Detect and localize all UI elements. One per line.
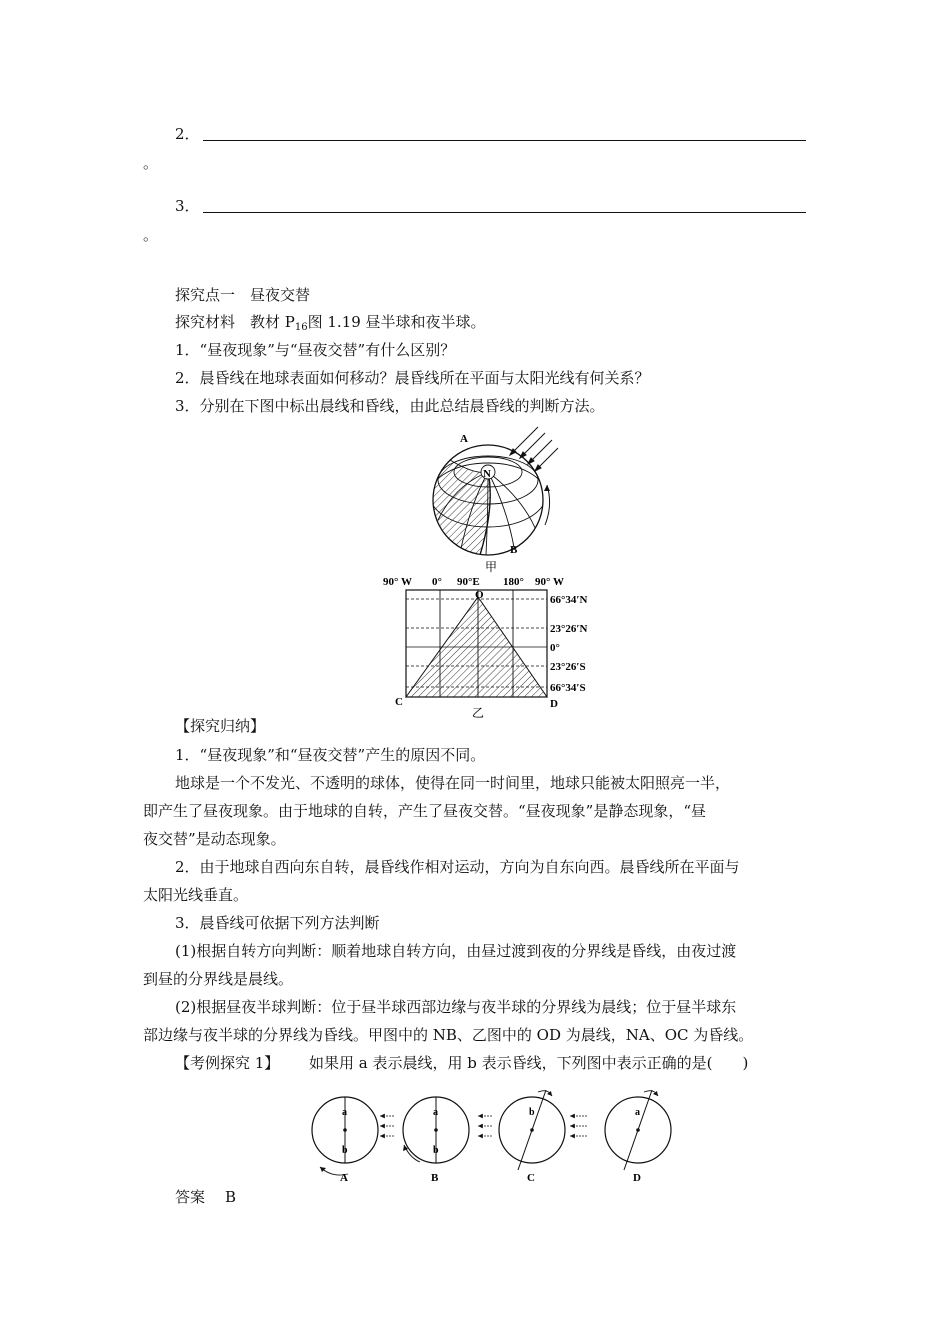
option-c-line-b: b [529, 1107, 535, 1118]
yi-lat-1: 66°34′N [550, 594, 588, 606]
blank-3-end: 。 [143, 226, 159, 244]
sunlight-arrows-3 [570, 1116, 588, 1136]
summary-p3-line1: 2．由于地球自西向东自转，晨昏线作相对运动，方向为自东向西。晨昏线所在平面与 [175, 858, 740, 876]
summary-heading: 【探究归纳】 [175, 717, 266, 735]
jia-caption: 甲 [485, 560, 498, 574]
example-question: 如果用 a 表示晨线，用 b 表示昏线，下列图中表示正确的是( ) [309, 1054, 749, 1072]
summary-p5-line2: 到昼的分界线是晨线。 [143, 970, 294, 988]
summary-p2-line3: 夜交替”是动态现象。 [143, 830, 286, 848]
yi-lat-5: 66°34′S [550, 682, 586, 694]
option-b-label: B [431, 1172, 439, 1184]
summary-p2-line1: 地球是一个不发光、不透明的球体，使得在同一时间里，地球只能被太阳照亮一半， [175, 774, 731, 792]
question-3: 3．分别在下图中标出晨线和昏线，由此总结晨昏线的判断方法。 [175, 397, 605, 415]
yi-lat-2: 23°26′N [550, 623, 588, 635]
blank-2-line[interactable] [203, 140, 806, 141]
section-title: 探究点一 昼夜交替 [175, 286, 311, 304]
jia-point-b: B [510, 544, 518, 556]
yi-top-label-4: 180° [503, 576, 524, 588]
example-label: 【考例探究 1】 [175, 1054, 280, 1072]
option-b-line-a: a [433, 1107, 438, 1118]
jia-pole-label: N [483, 468, 491, 480]
sunlight-arrows-2 [478, 1116, 492, 1136]
question-1: 1．“昼夜现象”与“昼夜交替”有什么区别？ [175, 341, 456, 359]
blank-3-line[interactable] [203, 212, 806, 213]
yi-lat-3: 0° [550, 642, 560, 654]
material-suffix: 图 1.19 昼半球和夜半球。 [307, 313, 486, 331]
sunlight-arrows-1 [380, 1116, 394, 1136]
option-a-line-a: a [342, 1107, 347, 1118]
yi-top-label-5: 90° W [535, 576, 564, 588]
yi-point-d: D [550, 698, 558, 710]
yi-point-o: O [475, 589, 484, 601]
answer-label: 答案 [175, 1188, 206, 1206]
yi-top-label-2: 0° [432, 576, 442, 588]
option-c-globe [499, 1090, 565, 1184]
option-a-line-b: b [342, 1145, 348, 1156]
option-a-label: A [340, 1172, 348, 1184]
blank-2-number: 2． [175, 125, 200, 143]
summary-p2-line2: 即产生了昼夜现象。由于地球的自转，产生了昼夜交替。“昼夜现象”是静态现象，“昼 [143, 802, 707, 820]
yi-top-label-3: 90°E [457, 576, 480, 588]
material-page-sub: 16 [294, 322, 308, 333]
yi-caption: 乙 [472, 706, 485, 720]
yi-point-c: C [395, 696, 403, 708]
question-2: 2．晨昏线在地球表面如何移动？晨昏线所在平面与太阳光线有何关系？ [175, 369, 650, 387]
yi-top-label-1: 90° W [383, 576, 412, 588]
material-line [175, 312, 486, 338]
summary-p4: 3．晨昏线可依据下列方法判断 [175, 914, 380, 932]
jia-point-a: A [460, 433, 468, 445]
example-options-figure [300, 1088, 690, 1188]
option-d-label: D [633, 1172, 641, 1184]
blank-2-end: 。 [143, 154, 159, 172]
summary-p6-line2: 部边缘与夜半球的分界线为昏线。甲图中的 NB、乙图中的 OD 为晨线，NA、OC 为昏线。 [143, 1026, 754, 1044]
answer-value: B [225, 1188, 237, 1206]
option-d-globe [605, 1090, 671, 1184]
figure-yi-map [375, 570, 605, 720]
blank-3-number: 3． [175, 197, 200, 215]
figure-jia-globe [420, 425, 570, 575]
summary-p5-line1: (1)根据自转方向判断：顺着地球自转方向，由昼过渡到夜的分界线是昏线，由夜过渡 [175, 942, 737, 960]
option-d-line-a: a [635, 1107, 640, 1118]
summary-p6-line1: (2)根据昼夜半球判断：位于昼半球西部边缘与夜半球的分界线为晨线；位于昼半球东 [175, 998, 737, 1016]
material-prefix: 探究材料 教材 P [175, 313, 295, 331]
option-b-globe [403, 1097, 469, 1184]
option-c-label: C [527, 1172, 535, 1184]
summary-p1: 1．“昼夜现象”和“昼夜交替”产生的原因不同。 [175, 746, 486, 764]
summary-p3-line2: 太阳光线垂直。 [143, 886, 249, 904]
option-b-line-b: b [433, 1145, 439, 1156]
yi-lat-4: 23°26′S [550, 661, 586, 673]
option-a-globe [312, 1097, 378, 1184]
